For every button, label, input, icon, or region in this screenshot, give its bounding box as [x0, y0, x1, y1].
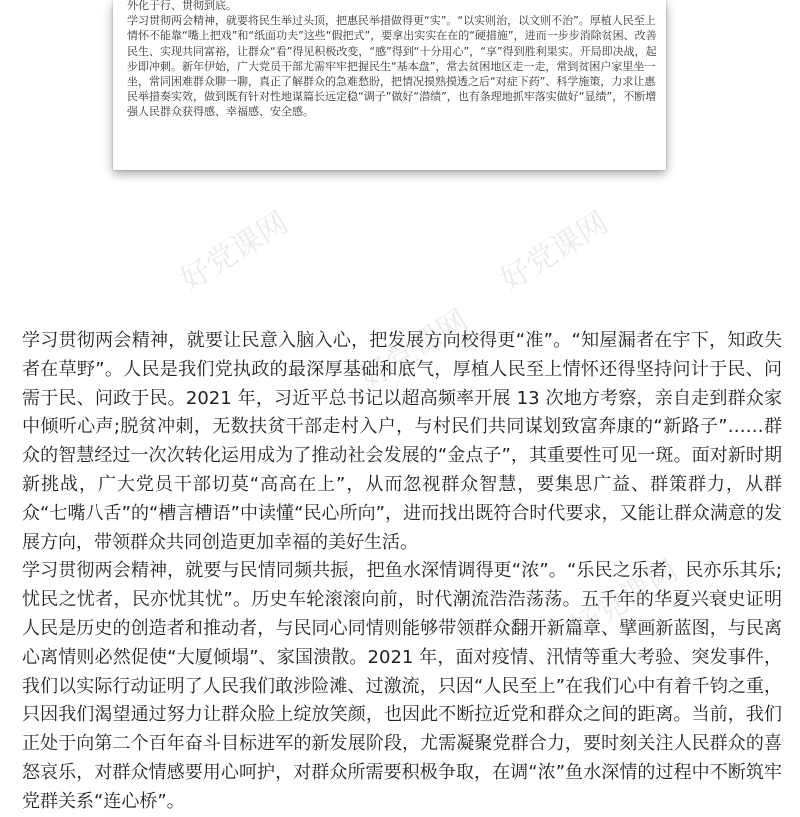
watermark: 好党课网: [494, 205, 615, 299]
watermark: 好党课网: [174, 205, 295, 299]
article-body: [22, 327, 782, 817]
excerpt-line-top: 外化于行、贯彻到底。: [127, 0, 237, 12]
excerpt-text: [127, 0, 657, 120]
watermark: 好党课网: [354, 303, 475, 397]
excerpt-paragraph: 学习贯彻两会精神，就要将民生举过头顶，把惠民举措做得更“实”。“以实则治，以文则不治”。厚植人民至上情怀不能靠“嘴上把戏”和“纸面功夫”这些“假把式”，要拿出实实在在的“硬措施”，进而一步步消除贫困、改善民生、实现共同富裕，让群众“看”得见积极改变，“感”得到“十分用心”，“享”得到胜利果实。开局即决战，起步即冲刺。新年伊始，广大党员干部尤需牢牢把握民生“基本盘”，常去贫困地区走一走，常到贫困户家里坐一坐，常同困难群众聊一聊，真正了解群众的急难愁盼，把情况摸熟摸透之后“对症下药”、科学施策，力求让惠民举措奏实效，做到既有针对性地谋篇长远定稳“调子”做好“潜绩”，也有条理地抓牢落实做好“显绩”，不断增强人民群众获得感、幸福感、安全感。: [127, 14, 657, 119]
excerpt-card: [113, 0, 666, 170]
article-paragraph-1: 学习贯彻两会精神，就要让民意入脑入心，把发展方向校得更“准”。“知屋漏者在宇下，知政失者在草野”。人民是我们党执政的最深厚基础和底气，厚植人民至上情怀还得坚持问计于民、问需于民、问政于民。2021 年，习近平总书记以超高频率开展 13 次地方考察，亲自走到群众家中倾听心声;脱贫冲刺，无数扶贫干部走村入户，与村民们共同谋划致富奔康的“新路子”……群众的智慧经过一次次转化运用成为了推动社会发展的“金点子”，其重要性可见一斑。面对新时期新挑战，广大党员干部切莫“高高在上”，从而忽视群众智慧，要集思广益、群策群力，从群众“七嘴八舌”的“槽言槽语”中读懂“民心所向”，进而找出既符合时代要求，又能让群众满意的发展方向，带领群众共同创造更加幸福的美好生活。: [22, 330, 782, 553]
watermark: 好党课网: [564, 553, 685, 647]
article-paragraph-2: 学习贯彻两会精神，就要与民情同频共振，把鱼水深情调得更“浓”。“乐民之乐者，民亦乐其乐;忧民之忧者，民亦忧其忧”。历史车轮滚滚向前，时代潮流浩浩荡荡。五千年的华夏兴衰史证明人民是历史的创造者和推动者，与民同心同情则能够带领群众翻开新篇章、擘画新蓝图，与民离心离情则必然促使“大厦倾塌”、家国溃散。2021 年，面对疫情、汛情等重大考验、突发事件，我们以实际行动证明了人民我们敢涉险滩、过激流，只因“人民至上”在我们心中有着千钧之重，只因我们渴望通过努力让群众脸上绽放笑颜，也因此不断拉近党和群众之间的距离。当前，我们正处于向第二个百年奋斗目标进军的新发展阶段，尤需凝聚党群合力，要时刻关注人民群众的喜怒哀乐，对群众情感要用心呵护，对群众所需要积极争取，在调“浓”鱼水深情的过程中不断筑牢党群关系“连心桥”。: [22, 560, 782, 812]
